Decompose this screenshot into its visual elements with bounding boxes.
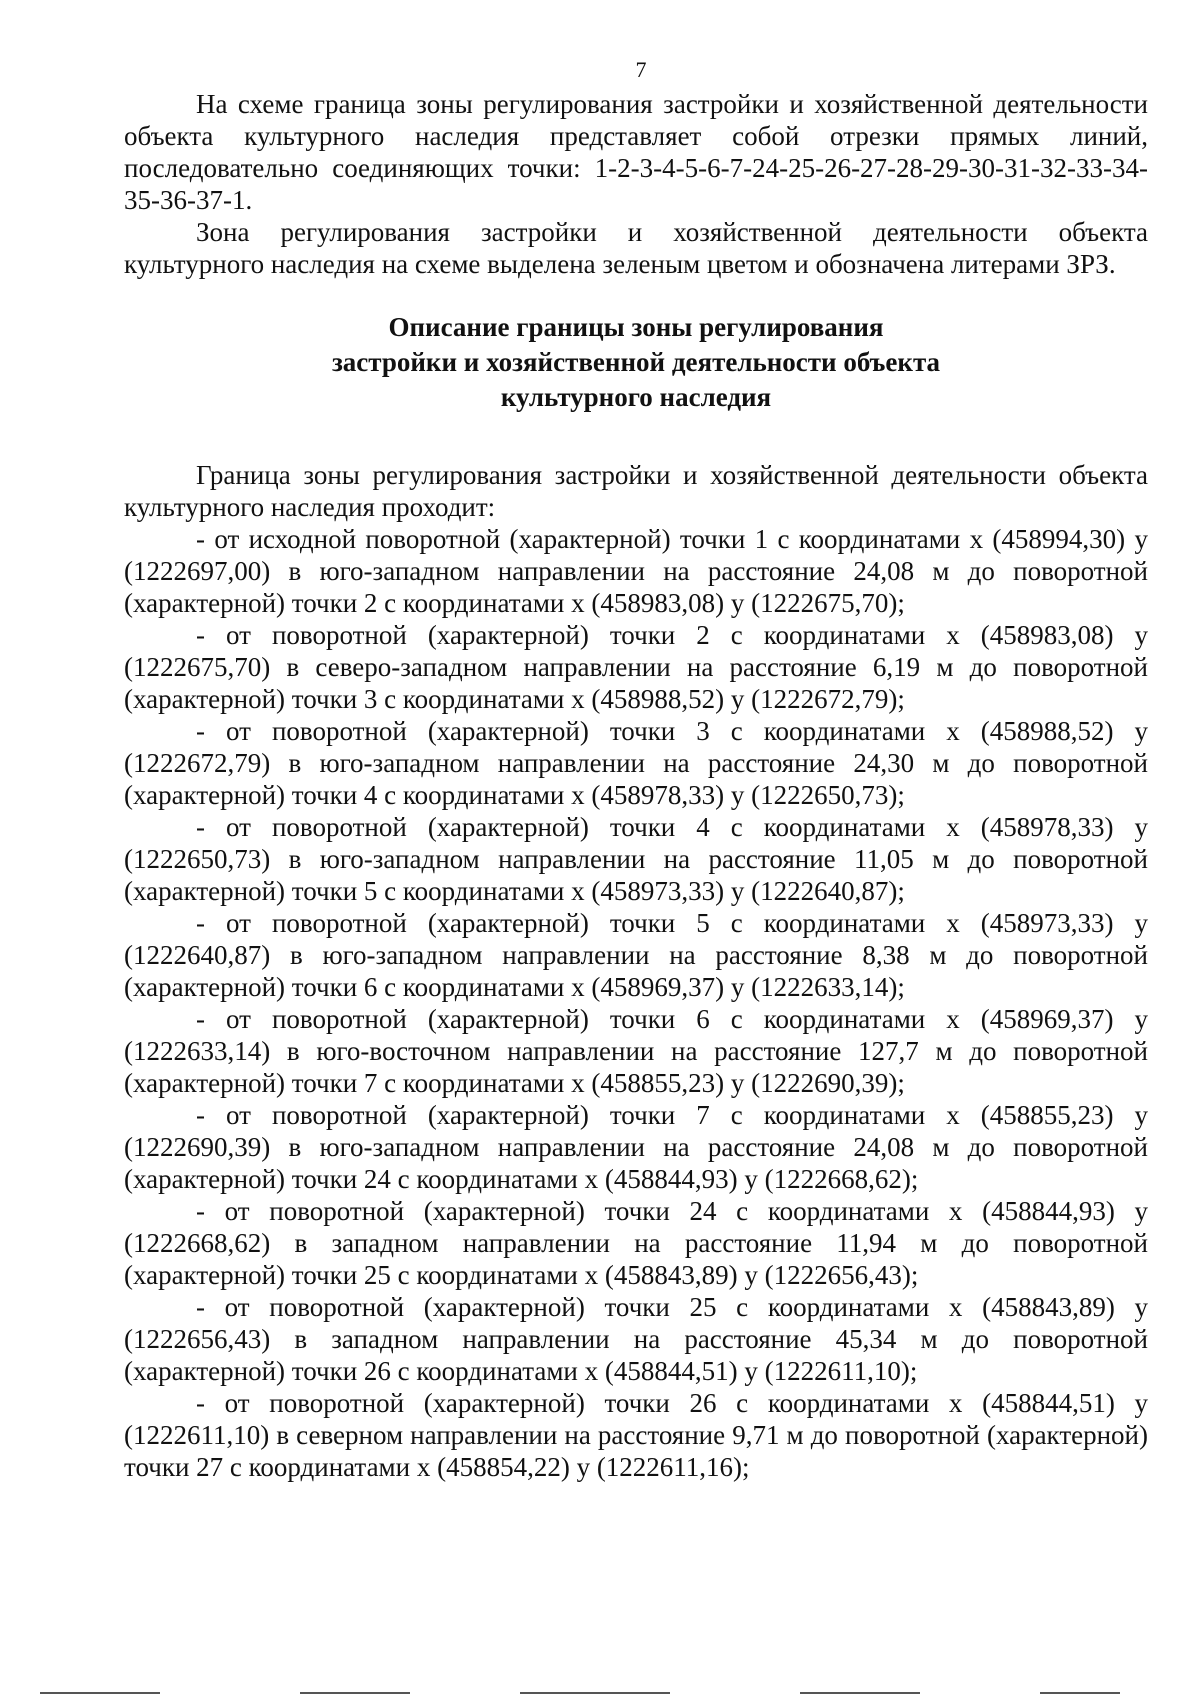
boundary-segment-item: - от поворотной (характерной) точки 24 с координатами х (458844,93) у (1222668,62) в западном направлении на расстояние 11,94 м до поворотной (характерной) точки 25 с координатами х (458843,89) у (1222656,43); [124,1196,1148,1290]
scan-rule [800,1692,920,1694]
document-page [124,52,1148,1483]
section-heading-line: застройки и хозяйственной деятельности объекта [331,347,941,377]
boundary-intro-paragraph: Граница зоны регулирования застройки и хозяйственной деятельности объекта культурного наследия проходит: [124,460,1148,522]
page-number: 7 [635,57,647,82]
scheme-description-paragraph: На схеме граница зоны регулирования застройки и хозяйственной деятельности объекта культурного наследия представляет собой отрезки прямых линий, последовательно соединяющих точки: 1-2-3-4-5-6-7-24-25-26-27-28-29-30-31-32-33-34-35-36-37-1. [124,89,1148,215]
boundary-segment-list [124,523,1148,1483]
boundary-segment-item: - от поворотной (характерной) точки 5 с координатами х (458973,33) у (1222640,87) в юго-западном направлении на расстояние 8,38 м до поворотной (характерной) точки 6 с координатами х (458969,37) у (1222633,14); [124,908,1148,1002]
section-heading [124,310,1148,415]
boundary-segment-item: - от поворотной (характерной) точки 4 с координатами х (458978,33) у (1222650,73) в юго-западном направлении на расстояние 11,05 м до поворотной (характерной) точки 5 с координатами х (458973,33) у (1222640,87); [124,812,1148,906]
boundary-segment-item: - от исходной поворотной (характерной) точки 1 с координатами х (458994,30) у (1222697,00) в юго-западном направлении на расстояние 24,08 м до поворотной (характерной) точки 2 с координатами х (458983,08) у (1222675,70); [124,524,1148,618]
boundary-segment-item: - от поворотной (характерной) точки 7 с координатами х (458855,23) у (1222690,39) в юго-западном направлении на расстояние 24,08 м до поворотной (характерной) точки 24 с координатами х (458844,93) у (1222668,62); [124,1100,1148,1194]
scan-rule [40,1692,160,1694]
boundary-segment-item: - от поворотной (характерной) точки 26 с координатами х (458844,51) у (1222611,10) в северном направлении на расстояние 9,71 м до поворотной (характерной) точки 27 с координатами х (458854,22) у (1222611,16); [124,1388,1148,1482]
scan-footer-artifacts [40,1690,1160,1696]
section-heading-line: Описание границы зоны регулирования [388,312,884,342]
scan-rule [520,1692,670,1694]
scan-rule [300,1692,410,1694]
section-heading-line: культурного наследия [500,382,772,412]
boundary-segment-item: - от поворотной (характерной) точки 25 с координатами х (458843,89) у (1222656,43) в западном направлении на расстояние 45,34 м до поворотной (характерной) точки 26 с координатами х (458844,51) у (1222611,10); [124,1292,1148,1386]
boundary-segment-item: - от поворотной (характерной) точки 6 с координатами х (458969,37) у (1222633,14) в юго-восточном направлении на расстояние 127,7 м до поворотной (характерной) точки 7 с координатами х (458855,23) у (1222690,39); [124,1004,1148,1098]
scan-rule [1040,1692,1120,1694]
boundary-segment-item: - от поворотной (характерной) точки 3 с координатами х (458988,52) у (1222672,79) в юго-западном направлении на расстояние 24,30 м до поворотной (характерной) точки 4 с координатами х (458978,33) у (1222650,73); [124,716,1148,810]
boundary-segment-item: - от поворотной (характерной) точки 2 с координатами х (458983,08) у (1222675,70) в северо-западном направлении на расстояние 6,19 м до поворотной (характерной) точки 3 с координатами х (458988,52) у (1222672,79); [124,620,1148,714]
zone-marking-paragraph: Зона регулирования застройки и хозяйственной деятельности объекта культурного наследия на схеме выделена зеленым цветом и обозначена литерами ЗРЗ. [124,217,1148,279]
